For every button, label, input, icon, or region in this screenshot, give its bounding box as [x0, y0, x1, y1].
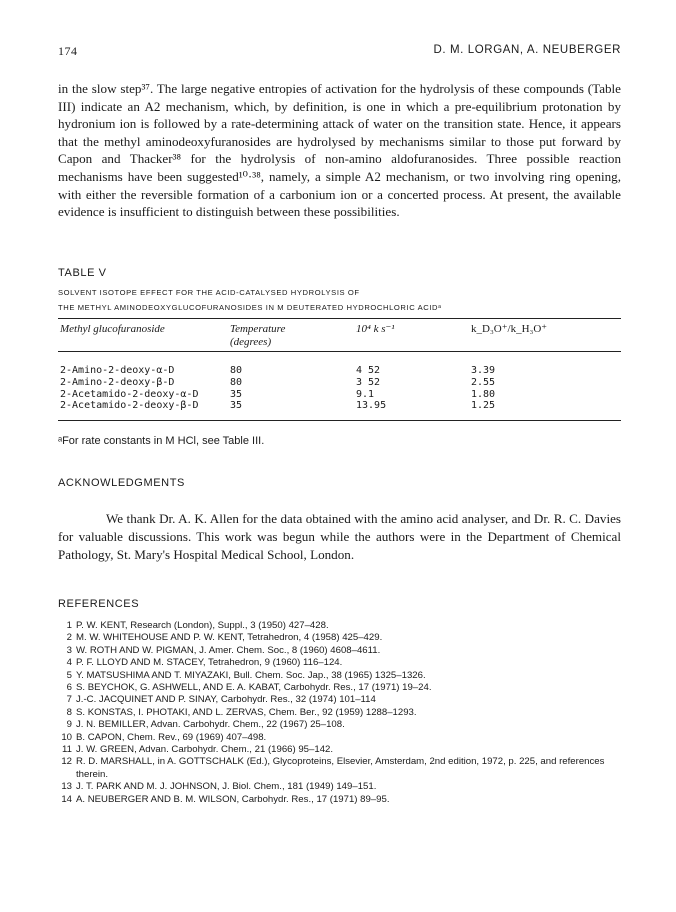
reference-item: [58, 756, 621, 781]
reference-number: 1: [66, 620, 72, 631]
cell-ratio: 3.39: [471, 365, 496, 376]
reference-number: 7: [66, 694, 72, 706]
cell-temp: 80: [230, 365, 243, 376]
isotope-table: [58, 319, 621, 351]
table-label: TABLE V: [58, 267, 107, 279]
cell-rate: 9.1: [356, 388, 375, 400]
cell-rate: 13.95: [356, 400, 387, 412]
reference-item: [58, 781, 621, 793]
reference-text: J. N. BEMILLER, Advan. Carbohydr. Chem., 22 (1967) 25–108.: [76, 719, 345, 731]
table-caption: [58, 286, 621, 315]
reference-text: A. NEUBERGER AND B. M. WILSON, Carbohydr. Res., 17 (1971) 89–95.: [76, 793, 390, 805]
reference-text: S. BEYCHOK, G. ASHWELL, AND E. A. KABAT, Carbohydr. Res., 17 (1971) 19–24.: [76, 682, 432, 694]
reference-number: 4: [66, 657, 72, 669]
col-header-temperature: [230, 319, 348, 351]
reference-text: S. KONSTAS, I. PHOTAKI, AND L. ZERVAS, Chem. Ber., 92 (1959) 1288–1293.: [76, 706, 417, 718]
table-caption-line: THE METHYL AMINODEOXYGLUCOFURANOSIDES IN M DEUTERATED HYDROCHLORIC ACIDᵃ: [58, 302, 442, 312]
reference-text: J. T. PARK AND M. J. JOHNSON, J. Biol. Chem., 181 (1949) 149–151.: [76, 781, 377, 793]
reference-number: 9: [66, 719, 72, 731]
reference-item: [58, 794, 621, 806]
col-header-temperature-line2: (degrees): [230, 336, 272, 348]
reference-text: M. W. WHITEHOUSE AND P. W. KENT, Tetrahedron, 4 (1958) 425–429.: [76, 632, 383, 644]
reference-number: 3: [66, 644, 72, 656]
reference-item: [58, 732, 621, 744]
reference-number: 11: [62, 744, 72, 756]
reference-number: 12: [61, 756, 72, 768]
isotope-table-body: [58, 365, 621, 412]
references-list: [58, 620, 621, 806]
reference-text: J. W. GREEN, Advan. Carbohydr. Chem., 21 (1966) 95–142.: [76, 744, 334, 756]
running-header: [58, 44, 621, 60]
reference-text: P. W. KENT, Research (London), Suppl., 3 (1950) 427–428.: [76, 620, 329, 631]
reference-item: [58, 707, 621, 719]
reference-number: 5: [66, 669, 72, 681]
col-header-ratio: k_D₃O⁺/k_H₃O⁺: [471, 323, 548, 335]
body-paragraph: in the slow step³⁷. The large negative entropies of activation for the hydrolysis of these compounds (Table III) indicate an A2 mechanism, which, by definition, is one in which a pre-equilibrium protonation by hydronium ion is followed by a rate-determining attack of water on the transition state. Hence, it appears that the methyl aminodeoxyfuranosides are hydrolysed by mechanisms similar to those put forward by Capon and Thacker³⁸ for the hydrolysis of non-amino aldofuranosides. Three possible reaction mechanisms have been suggested¹⁰·³⁸, namely, a simple A2 mechanism, or two involving ring opening, with either the reversible formation of a carbonium ion or a concerted process. At present, the available evidence is insufficient to distinguish between these possibilities.: [58, 81, 621, 220]
reference-number: 2: [66, 632, 72, 644]
cell-temp: 80: [230, 376, 243, 388]
acknowledgments-body: We thank Dr. A. K. Allen for the data obtained with the amino acid analyser, and Dr. R. C. Davies for valuable discussions. This work was begun while the authors were in the Department of Chemical Pathology, St. Mary's Hospital Medical School, London.: [58, 511, 621, 562]
cell-rate: 4 52: [356, 365, 381, 376]
table-header-rule: [58, 351, 621, 352]
table-row: [58, 400, 621, 412]
reference-text: R. D. MARSHALL, in A. GOTTSCHALK (Ed.), Glycoproteins, Elsevier, Amsterdam, 2nd edition, 1972, p. 225, and references therein.: [76, 756, 605, 780]
reference-text: J.-C. JACQUINET AND P. SINAY, Carbohydr. Res., 32 (1974) 101–114: [76, 694, 376, 706]
col-header-rate: 10⁴ k s⁻¹: [356, 323, 395, 335]
reference-item: [58, 670, 621, 682]
reference-text: Y. MATSUSHIMA AND T. MIYAZAKI, Bull. Chem. Soc. Jap., 38 (1965) 1325–1326.: [76, 669, 426, 681]
table-caption-line: SOLVENT ISOTOPE EFFECT FOR THE ACID-CATALYSED HYDROLYSIS OF: [58, 288, 360, 297]
reference-item: [58, 694, 621, 706]
reference-number: 6: [66, 682, 72, 694]
table-row: [58, 389, 621, 401]
col-header-temperature-line1: Temperature: [230, 323, 286, 335]
cell-name: 2-Acetamido-2-deoxy-β-D: [60, 400, 199, 412]
reference-text: B. CAPON, Chem. Rev., 69 (1969) 407–498.: [76, 731, 267, 743]
reference-number: 8: [66, 706, 72, 718]
col-header-glucofuranoside: Methyl glucofuranoside: [60, 323, 165, 335]
cell-ratio: 2.55: [471, 376, 496, 388]
references-heading: REFERENCES: [58, 598, 140, 610]
cell-ratio: 1.80: [471, 388, 496, 400]
data-table: [58, 318, 621, 421]
reference-number: 10: [61, 731, 72, 743]
reference-item: [58, 682, 621, 694]
cell-name: 2-Acetamido-2-deoxy-α-D: [60, 388, 199, 400]
cell-temp: 35: [230, 388, 243, 400]
running-authors: D. M. LORGAN, A. NEUBERGER: [433, 44, 621, 56]
cell-temp: 35: [230, 400, 243, 412]
table-bottom-rule: [58, 420, 621, 421]
reference-item: [58, 744, 621, 756]
reference-item: [58, 620, 621, 632]
reference-number: 14: [61, 793, 72, 805]
reference-text: P. F. LLOYD AND M. STACEY, Tetrahedron, 9 (1960) 116–124.: [76, 657, 343, 669]
acknowledgments-heading: ACKNOWLEDGMENTS: [58, 477, 185, 489]
reference-item: [58, 632, 621, 644]
table-row: [58, 377, 621, 389]
table-row: [58, 365, 621, 377]
acknowledgments-text: [58, 510, 621, 563]
cell-rate: 3 52: [356, 376, 381, 388]
cell-ratio: 1.25: [471, 400, 496, 412]
reference-item: [58, 719, 621, 731]
page-number: 174: [58, 44, 78, 58]
reference-item: [58, 657, 621, 669]
cell-name: 2-Amino-2-deoxy-α-D: [60, 365, 175, 376]
table-footnote: ᵃFor rate constants in M HCl, see Table III.: [58, 435, 265, 447]
reference-text: W. ROTH AND W. PIGMAN, J. Amer. Chem. Soc., 8 (1960) 4608–4611.: [76, 644, 381, 656]
reference-number: 13: [61, 781, 72, 793]
reference-item: [58, 645, 621, 657]
cell-name: 2-Amino-2-deoxy-β-D: [60, 376, 175, 388]
